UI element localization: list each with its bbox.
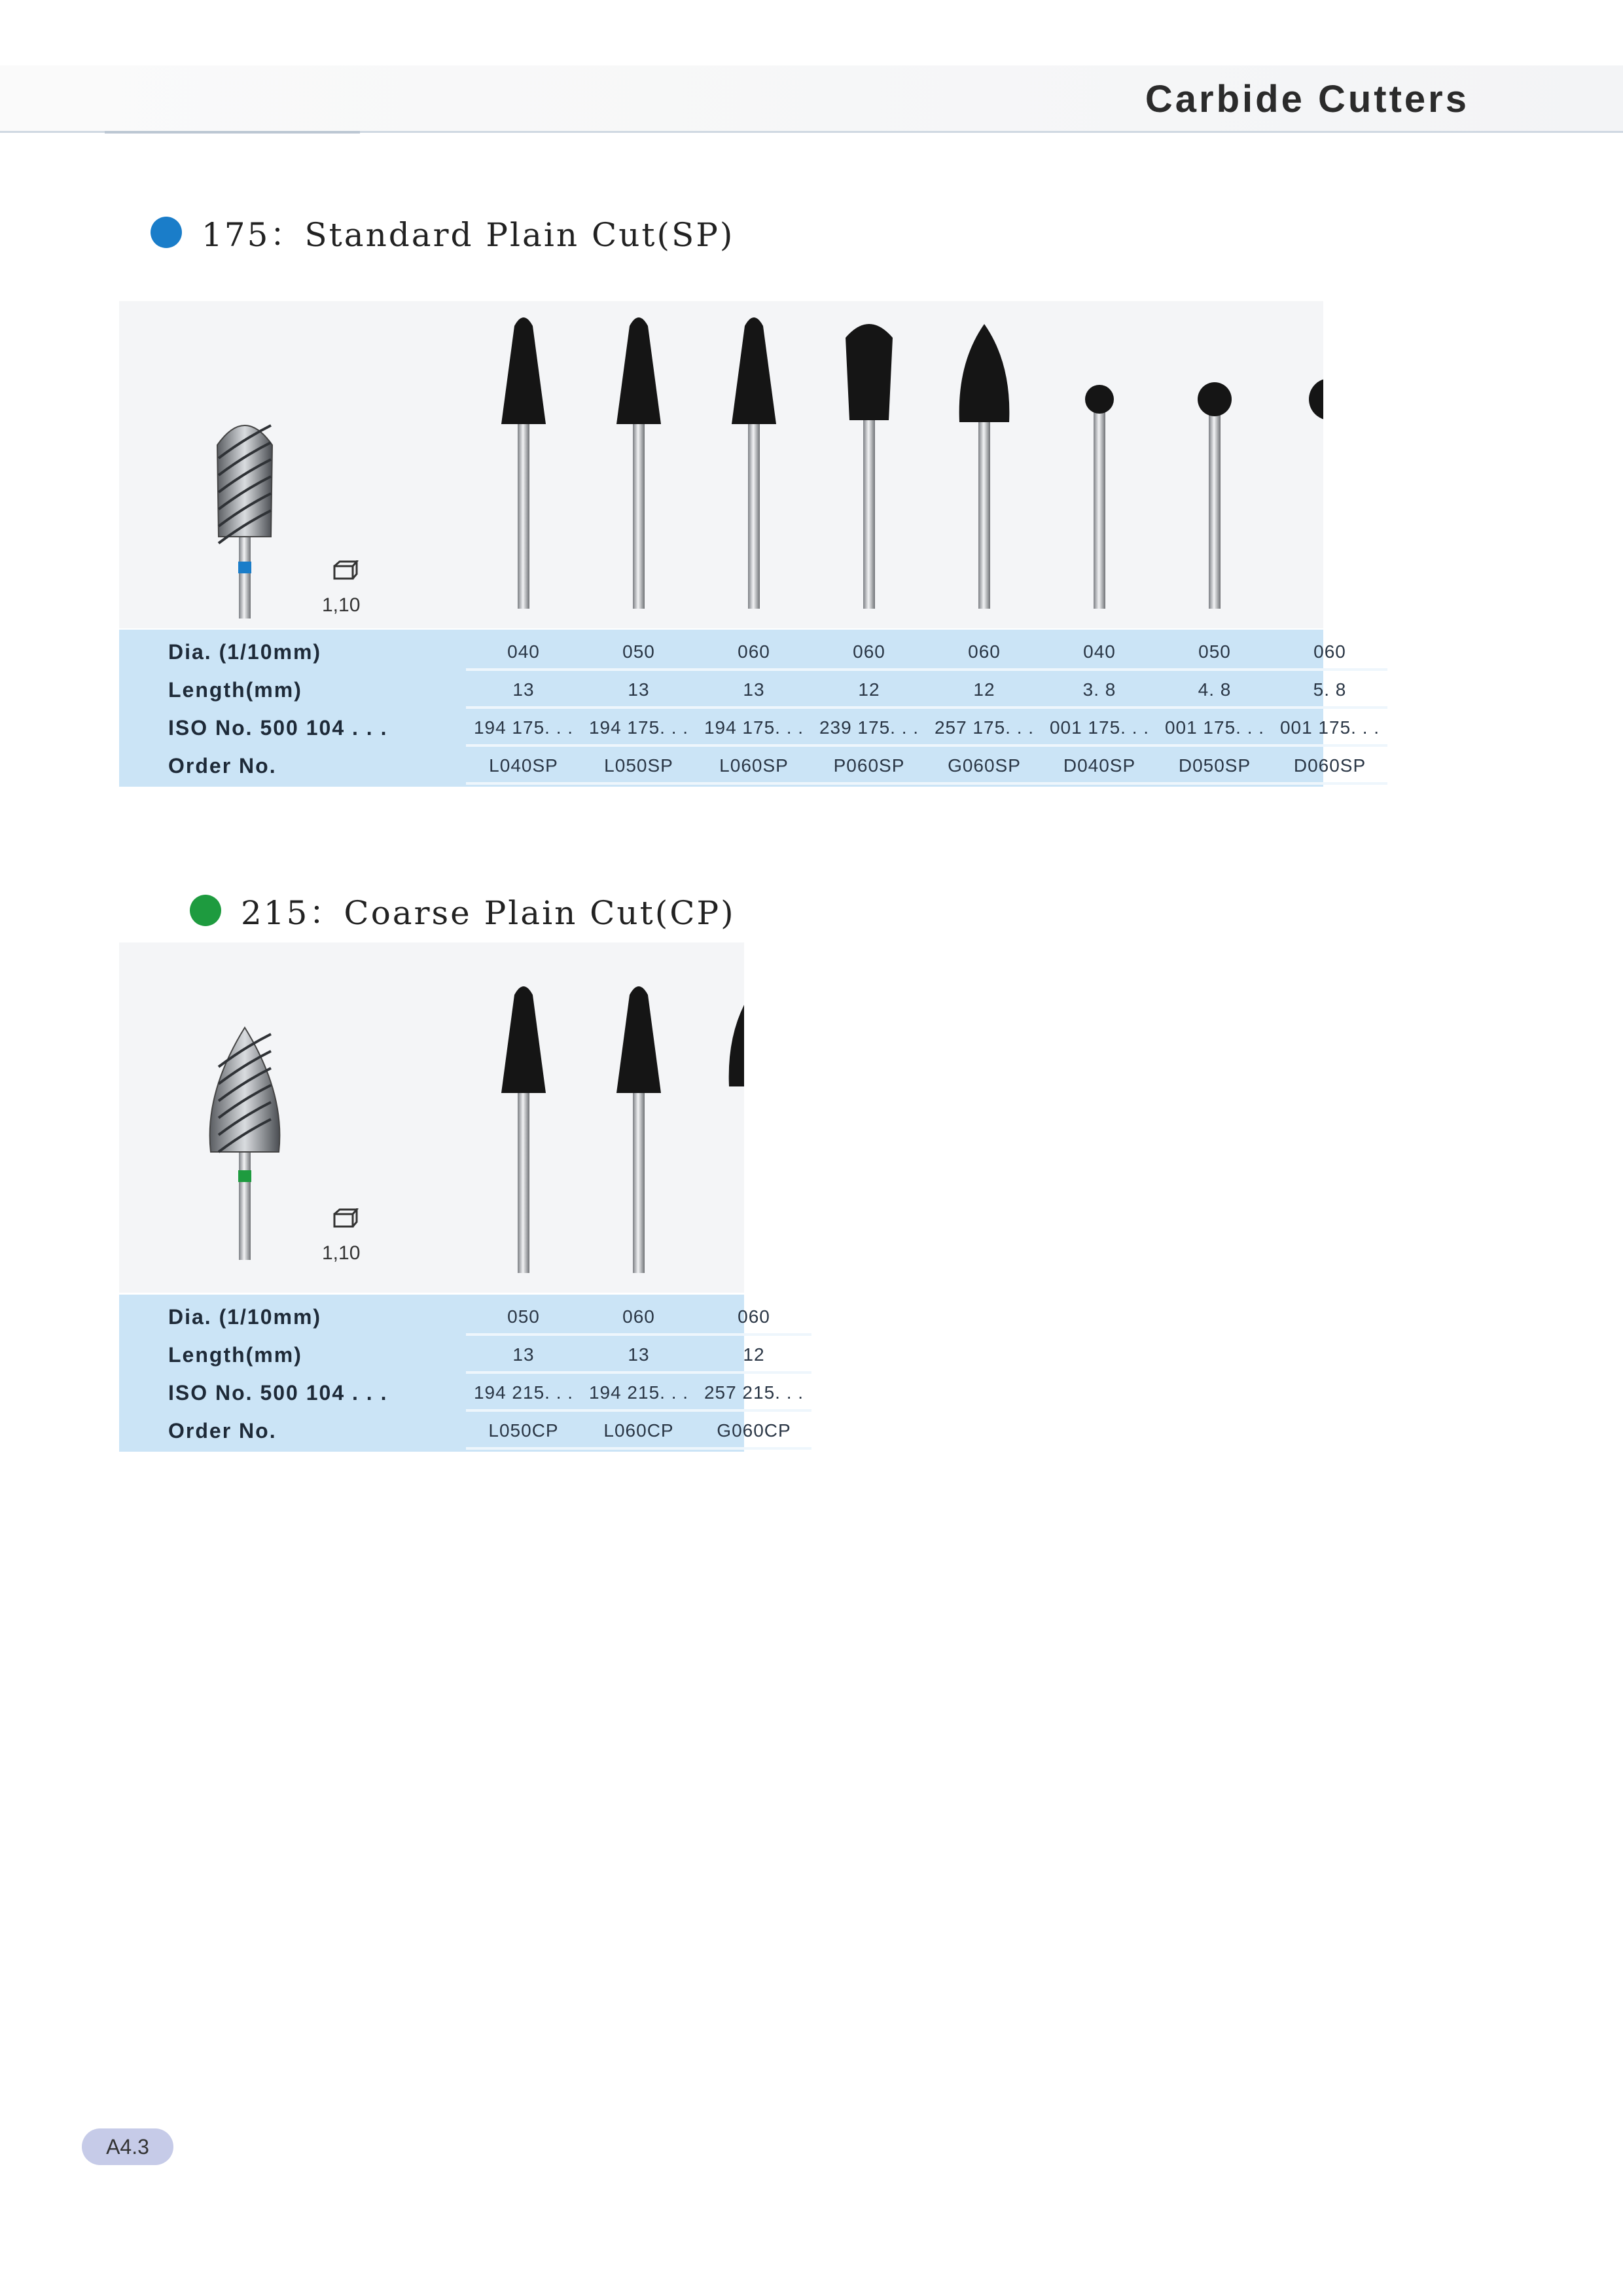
bur-head <box>616 986 661 1093</box>
table-cell-iso: 239 175. . . <box>819 717 919 738</box>
table-cell-length: 3. 8 <box>1082 679 1116 700</box>
table-cell-dia: 050 <box>1198 641 1231 662</box>
table-cell-length: 12 <box>858 679 880 700</box>
bur-cylinder-round <box>846 324 893 609</box>
spec-table-cp <box>119 1295 804 1452</box>
table-cell-iso: 194 215. . . <box>473 1382 574 1403</box>
spec-row-length <box>119 671 1347 709</box>
table-cell-length: 12 <box>973 679 995 700</box>
table-cell-dia: 040 <box>1083 641 1116 662</box>
table-cell-iso: 194 175. . . <box>588 717 689 738</box>
table-cell-iso: 001 175. . . <box>1164 717 1265 738</box>
spec-row-order <box>119 1412 791 1450</box>
section-heading-sp <box>151 209 734 256</box>
table-cell-dia: 060 <box>738 641 770 662</box>
bur-taper-round <box>501 986 546 1273</box>
bur-head <box>1085 385 1114 414</box>
bur-taper-round <box>616 317 661 609</box>
table-cell-iso: 001 175. . . <box>1049 717 1150 738</box>
spec-row-iso <box>119 1374 804 1412</box>
row-label-length: Length(mm) <box>168 1342 302 1367</box>
row-cells-dia <box>466 633 1387 671</box>
table-cell-length: 13 <box>512 679 535 700</box>
bur-illustrations-cp <box>119 942 744 1293</box>
product-figure-sp <box>119 301 1323 628</box>
section-bullet-dot <box>190 895 221 926</box>
bur-shank <box>633 422 645 609</box>
row-cells-length <box>466 671 1387 709</box>
header-accent-bar <box>105 131 360 134</box>
bur-shank <box>978 420 990 609</box>
bur-ball <box>1309 378 1323 609</box>
section-heading-cp <box>190 887 736 934</box>
table-cell-order: D040SP <box>1063 755 1136 776</box>
sample-bur-photo <box>210 1028 280 1260</box>
bur-shank <box>748 422 760 609</box>
table-cell-dia: 060 <box>622 1306 655 1327</box>
bur-head <box>729 988 744 1086</box>
spec-row-order <box>119 747 1366 785</box>
product-figure-cp <box>119 942 744 1293</box>
package-quantity: 1,10 <box>322 1242 361 1264</box>
bur-ball <box>1198 382 1232 609</box>
table-cell-iso: 194 175. . . <box>704 717 804 738</box>
table-cell-order: L040SP <box>489 755 558 776</box>
color-code-band <box>238 1170 251 1182</box>
page-header-title: Carbide Cutters <box>1145 78 1469 120</box>
row-cells-order <box>466 747 1387 785</box>
bur-illustrations-sp <box>119 301 1323 628</box>
bur-shank <box>239 537 251 619</box>
row-cells-dia <box>466 1298 812 1336</box>
table-cell-iso: 257 175. . . <box>934 717 1035 738</box>
table-cell-dia: 050 <box>622 641 655 662</box>
table-cell-length: 13 <box>628 1344 650 1365</box>
spec-row-iso <box>119 709 1380 747</box>
table-cell-length: 12 <box>743 1344 765 1365</box>
table-cell-order: G060SP <box>948 755 1021 776</box>
section-bullet-dot <box>151 217 182 248</box>
table-cell-iso: 194 175. . . <box>473 717 574 738</box>
package-quantity: 1,10 <box>322 594 361 616</box>
package-box-icon <box>332 1208 359 1228</box>
row-label-iso: ISO No. 500 104 . . . <box>168 1380 388 1405</box>
table-cell-order: D060SP <box>1293 755 1366 776</box>
page-number-badge: A4.3 <box>82 2128 173 2165</box>
bur-shank <box>1209 399 1221 609</box>
bur-head <box>501 986 546 1093</box>
spec-row-length <box>119 1336 765 1374</box>
row-cells-iso <box>466 709 1387 747</box>
bur-ball <box>1085 385 1114 609</box>
bur-head <box>1198 382 1232 416</box>
row-label-order: Order No. <box>168 1418 277 1443</box>
bur-head <box>846 324 893 420</box>
row-label-order: Order No. <box>168 753 277 778</box>
bur-head <box>959 324 1010 422</box>
bur-head <box>501 317 546 424</box>
row-divider <box>466 782 1387 785</box>
table-cell-dia: 040 <box>507 641 540 662</box>
bur-taper-round <box>616 986 661 1273</box>
table-cell-iso: 001 175. . . <box>1279 717 1380 738</box>
bur-shank <box>239 1145 251 1260</box>
table-cell-order: L050SP <box>604 755 673 776</box>
row-label-dia: Dia. (1/10mm) <box>168 1304 322 1329</box>
bur-shank <box>863 418 875 609</box>
row-label-dia: Dia. (1/10mm) <box>168 639 322 664</box>
table-cell-length: 13 <box>743 679 765 700</box>
bur-head <box>1309 378 1323 420</box>
bur-pointed <box>729 988 744 1273</box>
spec-table-sp <box>119 630 1380 787</box>
bur-pointed <box>959 324 1010 609</box>
row-divider <box>466 1447 812 1450</box>
table-cell-order: L060SP <box>719 755 789 776</box>
row-cells-iso <box>466 1374 812 1412</box>
row-cells-length <box>466 1336 812 1374</box>
table-cell-iso: 194 215. . . <box>588 1382 689 1403</box>
color-code-band <box>238 562 251 573</box>
bur-shank <box>633 1090 645 1273</box>
table-cell-order: L050CP <box>488 1420 559 1441</box>
table-cell-length: 13 <box>628 679 650 700</box>
bur-shank <box>518 422 529 609</box>
table-cell-order: D050SP <box>1178 755 1251 776</box>
table-cell-dia: 060 <box>1313 641 1346 662</box>
sample-bur-photo <box>217 425 272 619</box>
table-cell-order: P060SP <box>833 755 905 776</box>
table-cell-dia: 050 <box>507 1306 540 1327</box>
table-cell-length: 5. 8 <box>1313 679 1347 700</box>
bur-shank <box>1094 399 1105 609</box>
bur-head <box>616 317 661 424</box>
bur-shank <box>518 1090 529 1273</box>
section-title: 175：Standard Plain Cut(SP) <box>202 216 735 254</box>
table-cell-dia: 060 <box>738 1306 770 1327</box>
table-cell-order: G060CP <box>717 1420 791 1441</box>
bur-taper-round <box>732 317 776 609</box>
bur-taper-round <box>501 317 546 609</box>
row-label-iso: ISO No. 500 104 . . . <box>168 715 388 740</box>
table-cell-dia: 060 <box>968 641 1001 662</box>
table-cell-length: 13 <box>512 1344 535 1365</box>
row-label-length: Length(mm) <box>168 677 302 702</box>
table-cell-order: L060CP <box>603 1420 674 1441</box>
row-cells-order <box>466 1412 812 1450</box>
table-cell-iso: 257 215. . . <box>704 1382 804 1403</box>
bur-head <box>732 317 776 424</box>
spec-row-dia <box>119 1298 770 1336</box>
package-box-icon <box>332 560 359 580</box>
table-cell-length: 4. 8 <box>1198 679 1232 700</box>
table-cell-dia: 060 <box>853 641 885 662</box>
spec-row-dia <box>119 633 1346 671</box>
section-title: 215：Coarse Plain Cut(CP) <box>241 894 736 932</box>
